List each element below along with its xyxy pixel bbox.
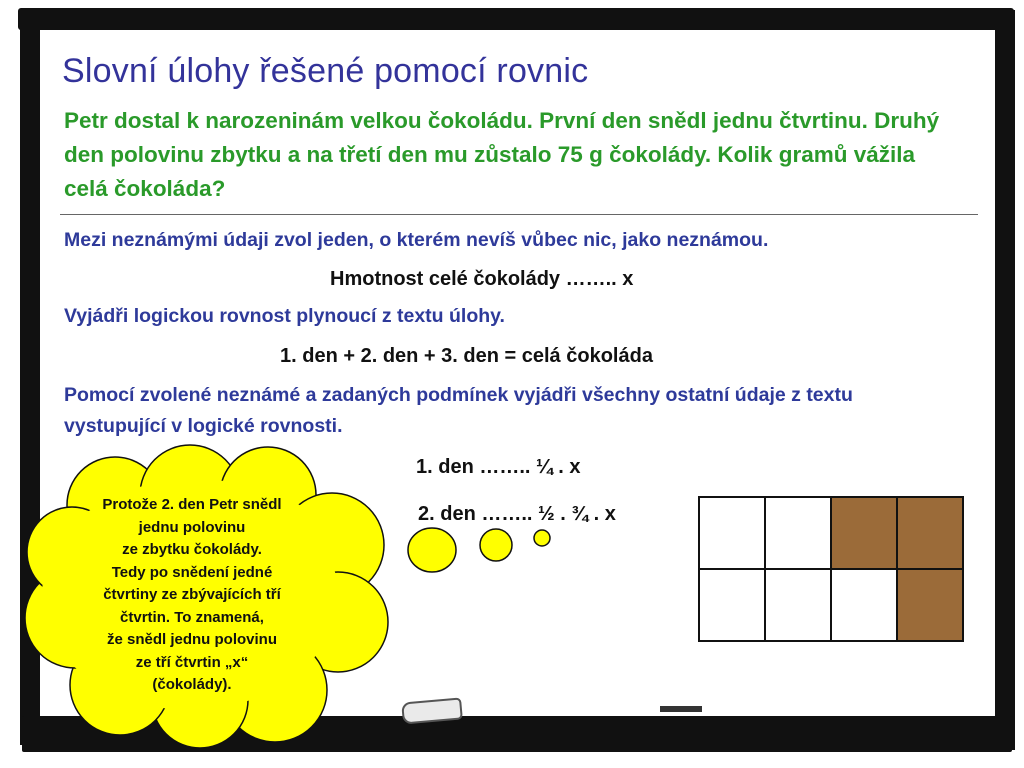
slide-title: Slovní úlohy řešené pomocí rovnic xyxy=(62,52,589,90)
cloud-explanation: Protože 2. den Petr snědl jednu polovinu ze zbytku čokolády. Tedy po snědení jedné čtvrtiny ze zbývajících tří čtvrtin. To znamená, že snědl jednu polovinu ze tří čtvrtin „x“ (čokolády). xyxy=(102,496,282,693)
cloud-bubble xyxy=(480,529,512,561)
instruction-logical-equation: Vyjádři logickou rovnost plynoucí z textu úlohy. xyxy=(64,305,505,327)
day2-expression: 2. den …….. ½ . ¾ . x xyxy=(418,503,616,525)
cloud-bubble xyxy=(408,528,456,572)
problem-statement: Petr dostal k narozeninám velkou čokoládu. První den snědl jednu čtvrtinu. Druhý den polovinu zbytku a na třetí den mu zůstalo 75 g čokolády. Kolik gramů vážila celá čokoláda? xyxy=(64,108,940,201)
instruction-choose-unknown: Mezi neznámými údaji zvol jeden, o kterém nevíš vůbec nic, jako neznámou. xyxy=(64,229,769,251)
cloud-bubble xyxy=(534,530,550,546)
instruction-express-parts: Pomocí zvolené neznámé a zadaných podmínek vyjádři všechny ostatní údaje z textu vystupující v logické rovnosti. xyxy=(64,384,853,437)
logical-equation: 1. den + 2. den + 3. den = celá čokoláda xyxy=(280,345,653,367)
unknown-definition: Hmotnost celé čokolády …….. x xyxy=(330,268,634,290)
day1-expression: 1. den …….. ¼ . x xyxy=(416,456,581,478)
